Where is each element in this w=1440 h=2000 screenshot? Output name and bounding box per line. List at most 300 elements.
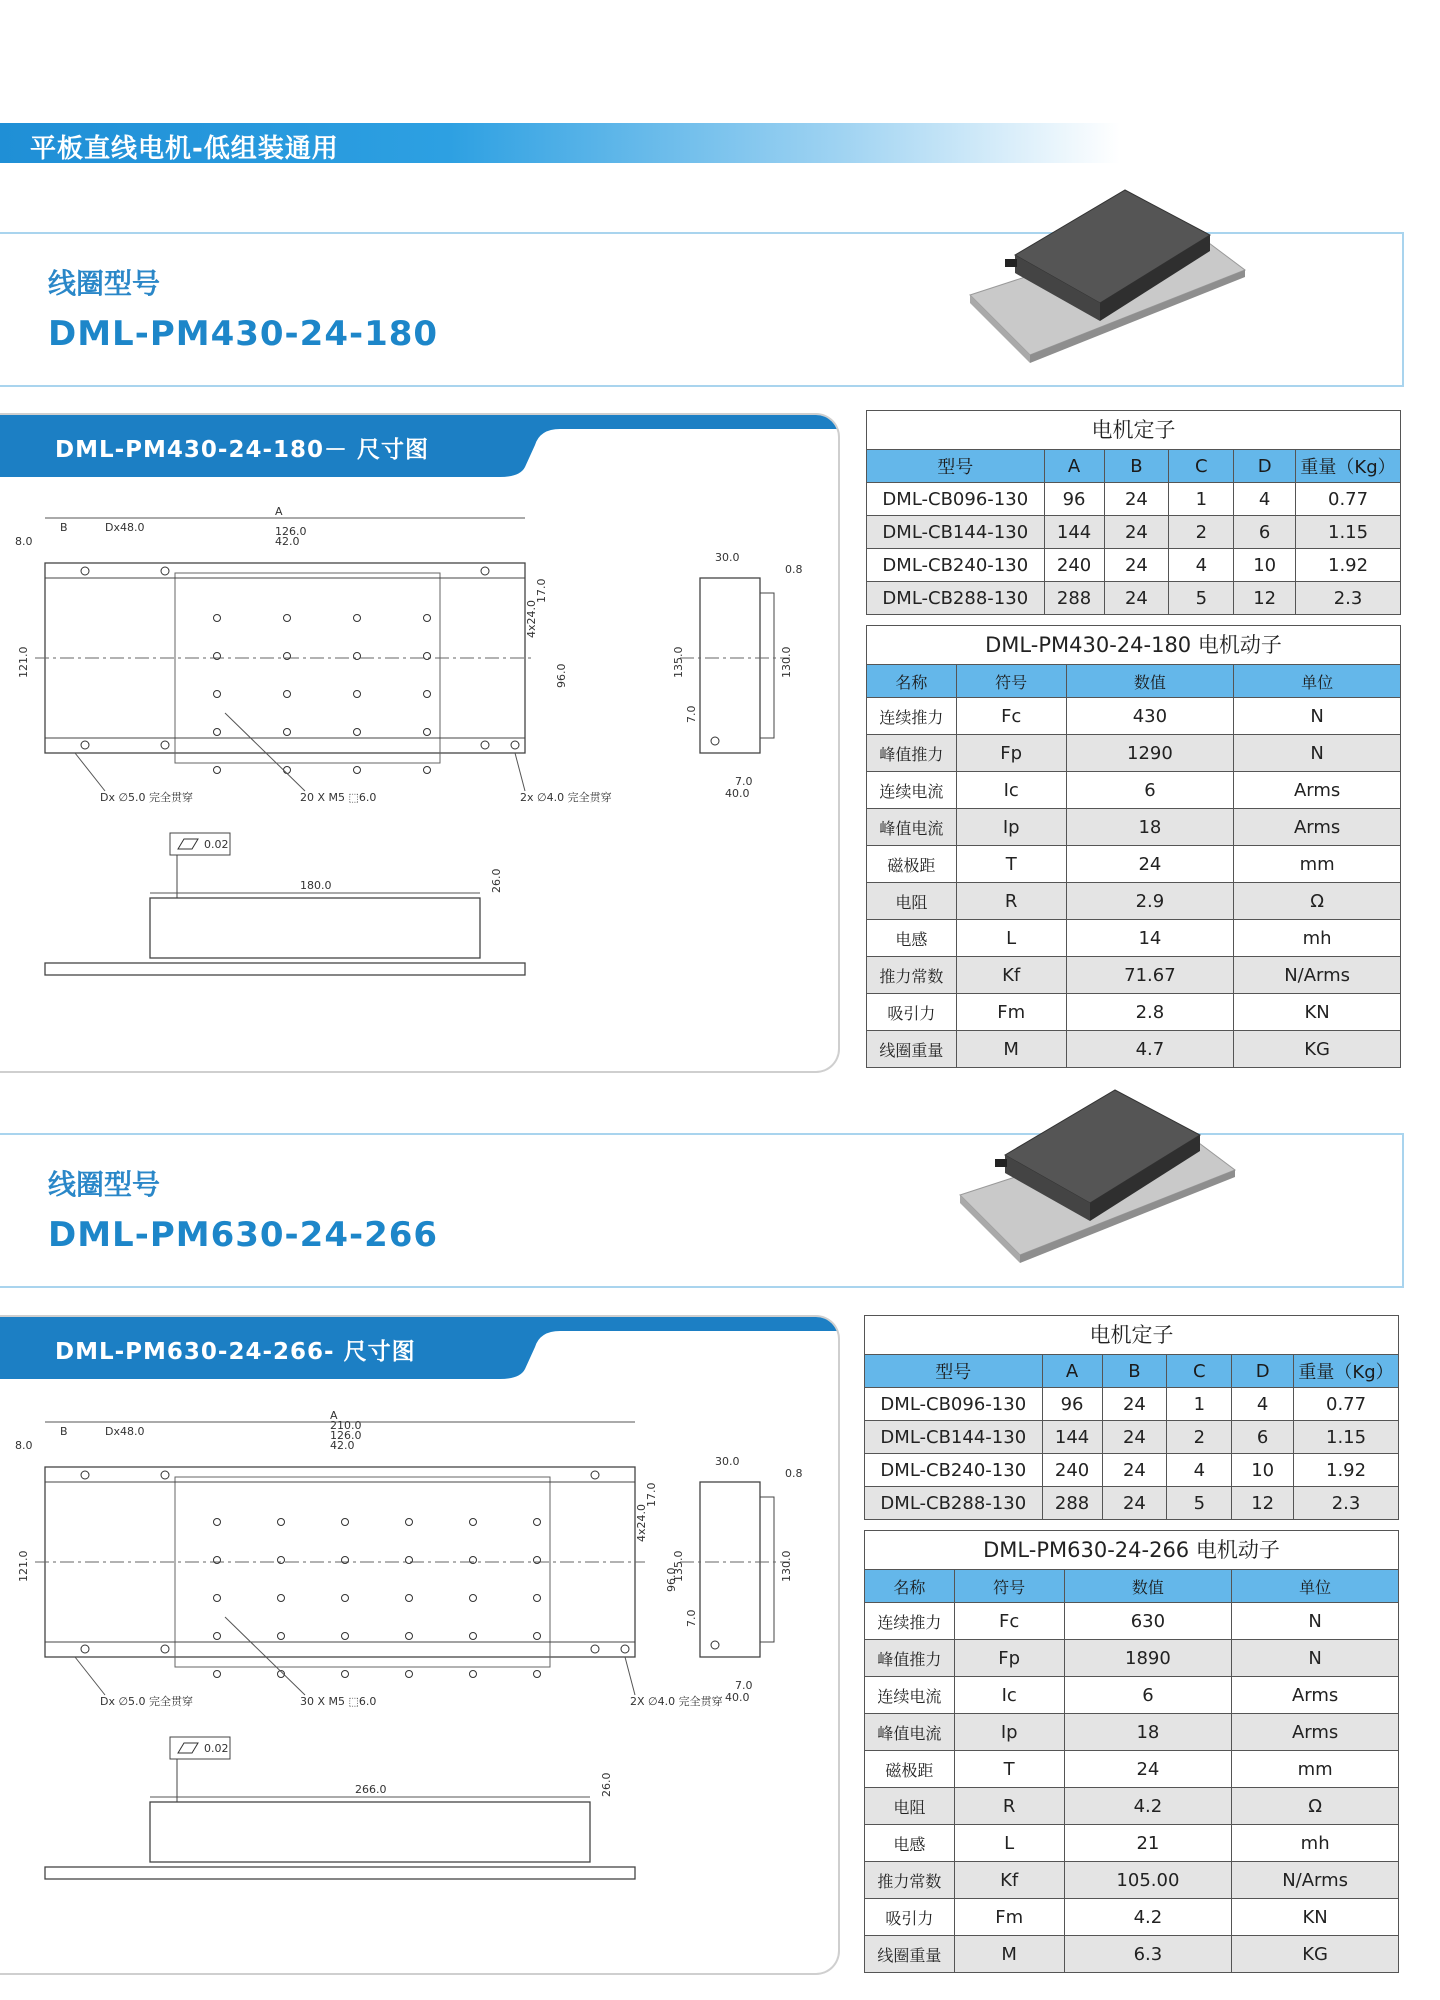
mover-row [867,920,1401,957]
corner-hole [161,741,169,749]
mover-header: 单位 [1234,665,1401,698]
mover-cell: Arms [1234,809,1401,846]
mover-cell: Fc [954,1603,1064,1640]
mover-header: 名称 [865,1570,955,1603]
stator-cell: 2.3 [1296,582,1401,615]
mount-hole [214,1671,221,1678]
mover-cell: 630 [1064,1603,1232,1640]
mover-caption: DML-PM430-24-180 电机动子 [866,625,1401,665]
mover-row [865,1862,1399,1899]
mover-row [865,1603,1399,1640]
mover-cell: Arms [1232,1714,1399,1751]
mount-hole [406,1671,413,1678]
motor-image [960,185,1260,375]
mover-cell: 峰值电流 [865,1714,955,1751]
mover-cell: 18 [1066,809,1234,846]
stator-row [867,582,1401,615]
mount-hole [534,1633,541,1640]
stator-cell: 1 [1167,1388,1232,1421]
leader-1 [75,753,105,791]
mover-cell: N [1232,1640,1399,1677]
dim-121: 121.0 [17,646,30,678]
page-title: 平板直线电机-低组装通用 [30,134,339,164]
mover-cell: Arms [1234,772,1401,809]
side-hole [711,1641,719,1649]
mount-hole [214,1595,221,1602]
elevation-plate [45,963,525,975]
mount-hole [354,653,361,660]
stator-cell: 96 [1042,1388,1102,1421]
mover-cell: mh [1232,1825,1399,1862]
stator-cell: 144 [1042,1421,1102,1454]
stator-cell: 1.92 [1296,549,1401,582]
elevation-coil [150,898,480,958]
mover-cell: Fm [956,994,1066,1031]
mover-row [865,1936,1399,1973]
stator-cell: 1.15 [1296,516,1401,549]
stator-cell: 288 [1042,1487,1102,1520]
dim-130: 130.0 [780,646,793,678]
stator-header: C [1169,450,1234,483]
stator-cell: 6 [1232,1421,1294,1454]
stator-cell: 2 [1167,1421,1232,1454]
mover-cell: 24 [1066,846,1234,883]
mount-hole [214,767,221,774]
mover-row [865,1899,1399,1936]
drawing-title: DML-PM630-24-266- 尺寸图 [55,1339,416,1365]
mover-cell: N [1234,735,1401,772]
mover-row [867,883,1401,920]
dim-8: 8.0 [15,1439,33,1452]
mount-hole [424,615,431,622]
mount-hole [284,767,291,774]
dim-7b: 7.0 [735,775,753,788]
mover-cell: KN [1234,994,1401,1031]
mover-row [867,957,1401,994]
side-view-flange [760,1497,774,1642]
mover-cell: 推力常数 [865,1862,955,1899]
mount-hole [214,615,221,622]
stator-row [865,1487,1399,1520]
stator-cell: 240 [1044,549,1104,582]
stator-cell: 24 [1104,516,1169,549]
mover-cell: 吸引力 [867,994,957,1031]
mover-row [867,772,1401,809]
dim-a: A [275,505,283,518]
stator-cell: DML-CB144-130 [865,1421,1043,1454]
dim-42: 42.0 [275,535,300,548]
mover-cell: 电感 [867,920,957,957]
mover-cell: T [956,846,1066,883]
mover-cell: Fp [954,1640,1064,1677]
stator-cell: 4 [1167,1454,1232,1487]
mount-hole [406,1519,413,1526]
stator-cell: 10 [1232,1454,1294,1487]
mover-header: 符号 [954,1570,1064,1603]
stator-header: 型号 [867,450,1045,483]
stator-header: B [1104,450,1169,483]
stator-table [866,449,1401,615]
mover-cell: 峰值推力 [865,1640,955,1677]
mount-hole [214,1633,221,1640]
stator-cell: DML-CB288-130 [867,582,1045,615]
stator-header: D [1232,1355,1294,1388]
stator-cell: 5 [1169,582,1234,615]
motor-cable [1005,259,1017,267]
stator-header: 型号 [865,1355,1043,1388]
dim-30: 30.0 [715,1455,740,1468]
corner-hole [481,567,489,575]
corner-hole [161,567,169,575]
mover-cell: Arms [1232,1677,1399,1714]
mover-cell: 21 [1064,1825,1232,1862]
mount-hole [284,615,291,622]
stator-cell: DML-CB240-130 [865,1454,1043,1487]
mover-cell: 430 [1066,698,1234,735]
mover-cell: Ic [954,1677,1064,1714]
mover-cell: 4.2 [1064,1788,1232,1825]
mover-caption: DML-PM630-24-266 电机动子 [864,1530,1399,1570]
mover-cell: 连续推力 [867,698,957,735]
dimension-drawing [0,485,830,1045]
stator-row [867,516,1401,549]
mount-hole [354,729,361,736]
mover-cell: 连续推力 [865,1603,955,1640]
stator-table [864,1354,1399,1520]
page-title-banner [0,123,1120,163]
corner-hole [161,1471,169,1479]
mover-cell: KG [1232,1936,1399,1973]
mover-cell: 14 [1066,920,1234,957]
note-holes-1: Dx ∅5.0 完全贯穿 [100,791,194,804]
mover-cell: 吸引力 [865,1899,955,1936]
corner-hole [511,741,519,749]
mover-cell: 6.3 [1064,1936,1232,1973]
dim-26: 26.0 [600,1772,613,1797]
stator-cell: 24 [1102,1487,1167,1520]
drawing-title: DML-PM430-24-180－ 尺寸图 [55,437,430,463]
mover-row [867,809,1401,846]
stator-header: A [1042,1355,1102,1388]
mover-cell: Fc [956,698,1066,735]
mount-hole [342,1595,349,1602]
mover-cell: KN [1232,1899,1399,1936]
stator-cell: 5 [1167,1487,1232,1520]
mover-cell: 4.7 [1066,1031,1234,1068]
dimension-drawing [0,1387,830,1947]
note-holes-2: 20 X M5 ⬚6.0 [300,791,377,804]
mount-hole [424,767,431,774]
stator-header: D [1234,450,1296,483]
stator-row [865,1421,1399,1454]
dim-flatness: 0.02 [204,838,229,851]
stator-cell: 240 [1042,1454,1102,1487]
mover-table [864,1569,1399,1973]
mount-hole [284,691,291,698]
stator-row [865,1454,1399,1487]
mount-hole [406,1595,413,1602]
dim-flatness: 0.02 [204,1742,229,1755]
mover-cell: 推力常数 [867,957,957,994]
mover-cell: 1290 [1066,735,1234,772]
stator-header: 重量（Kg） [1294,1355,1399,1388]
mount-hole [534,1671,541,1678]
dim-7b: 7.0 [735,1679,753,1692]
mover-cell: 电感 [865,1825,955,1862]
mover-cell: Fm [954,1899,1064,1936]
mover-cell: Ω [1234,883,1401,920]
mover-cell: T [954,1751,1064,1788]
mover-row [865,1677,1399,1714]
mount-hole [342,1671,349,1678]
leader-1 [75,1657,105,1695]
stator-cell: 24 [1104,582,1169,615]
motor-render [960,185,1260,375]
coil-label: 线圈型号 [48,1168,161,1201]
mover-cell: 18 [1064,1714,1232,1751]
stator-cell: 2.3 [1294,1487,1399,1520]
dim-42: 42.0 [330,1439,355,1452]
mount-hole [278,1633,285,1640]
motor-image [950,1085,1250,1275]
mount-hole [214,1519,221,1526]
mover-cell: 电阻 [867,883,957,920]
mover-cell: Ic [956,772,1066,809]
mover-cell: 6 [1066,772,1234,809]
mover-header: 数值 [1066,665,1234,698]
motor-cable [995,1159,1007,1167]
dim-b: B [60,1425,68,1438]
drawing-panel [0,1315,840,1975]
mover-cell: 105.00 [1064,1862,1232,1899]
mover-header: 名称 [867,665,957,698]
mover-cell: L [956,920,1066,957]
stator-header: 重量（Kg） [1296,450,1401,483]
mover-cell: 峰值推力 [867,735,957,772]
mover-row [867,846,1401,883]
corner-hole [481,741,489,749]
mount-hole [470,1633,477,1640]
leader-2 [225,713,305,791]
dim-8: 8.0 [15,535,33,548]
mount-hole [214,729,221,736]
dim-08: 0.8 [785,1467,803,1480]
plan-inner [175,1477,550,1667]
mount-hole [534,1519,541,1526]
dim-135: 135.0 [672,1550,685,1582]
mover-cell: mm [1232,1751,1399,1788]
mover-cell: 1890 [1064,1640,1232,1677]
mover-row [867,1031,1401,1068]
elevation-coil [150,1802,590,1862]
mount-hole [278,1519,285,1526]
mover-cell: N [1234,698,1401,735]
coil-model: DML-PM630-24-266 [48,1215,439,1255]
dim-96: 96.0 [555,663,568,688]
mount-hole [470,1519,477,1526]
corner-hole [161,1645,169,1653]
mover-cell: M [956,1031,1066,1068]
mover-row [865,1640,1399,1677]
corner-hole [591,1645,599,1653]
mover-row [867,698,1401,735]
stator-cell: 6 [1234,516,1296,549]
stator-cell: 4 [1234,483,1296,516]
motor-render [950,1085,1250,1275]
mover-cell: Ip [954,1714,1064,1751]
mover-cell: Ip [956,809,1066,846]
mover-header: 单位 [1232,1570,1399,1603]
mover-cell: 2.9 [1066,883,1234,920]
dim-b: B [60,521,68,534]
dim-126: 126.0 [275,525,307,538]
mount-hole [354,615,361,622]
mover-cell: 连续电流 [867,772,957,809]
corner-hole [81,1645,89,1653]
side-view-body [700,578,760,753]
stator-cell: 144 [1044,516,1104,549]
dim-26: 26.0 [490,868,503,893]
dim-dx: Dx48.0 [105,521,145,534]
mover-cell: R [954,1788,1064,1825]
note-holes-3: 2x ∅4.0 完全贯穿 [520,791,612,804]
side-view-body [700,1482,760,1657]
side-view-flange [760,593,774,738]
mover-cell: M [954,1936,1064,1973]
dim-7: 7.0 [685,1609,698,1627]
stator-row [867,483,1401,516]
dim-126: 126.0 [330,1429,362,1442]
mover-cell: 24 [1064,1751,1232,1788]
mover-cell: Ω [1232,1788,1399,1825]
mover-cell: 2.8 [1066,994,1234,1031]
mount-hole [354,691,361,698]
mover-cell: KG [1234,1031,1401,1068]
coil-label: 线圈型号 [48,267,161,300]
dim-24: 4x24.0 [635,1503,648,1542]
stator-caption: 电机定子 [864,1315,1399,1355]
mount-hole [406,1557,413,1564]
stator-row [867,549,1401,582]
dim-30: 30.0 [715,551,740,564]
stator-cell: 1.15 [1294,1421,1399,1454]
mover-row [865,1751,1399,1788]
stator-cell: DML-CB288-130 [865,1487,1043,1520]
mover-row [867,994,1401,1031]
mover-row [865,1714,1399,1751]
mount-hole [424,691,431,698]
corner-hole [591,1471,599,1479]
mover-cell: 线圈重量 [865,1936,955,1973]
mount-hole [342,1633,349,1640]
dim-40: 40.0 [725,787,750,800]
dim-7: 7.0 [685,705,698,723]
stator-cell: DML-CB144-130 [867,516,1045,549]
mover-cell: Fp [956,735,1066,772]
mover-header: 数值 [1064,1570,1232,1603]
stator-cell: 24 [1102,1388,1167,1421]
stator-cell: 12 [1234,582,1296,615]
stator-cell: 1.92 [1294,1454,1399,1487]
mover-cell: 71.67 [1066,957,1234,994]
dim-dx: Dx48.0 [105,1425,145,1438]
mover-cell: mm [1234,846,1401,883]
dim-210: 210.0 [330,1419,362,1432]
leader-3 [625,1657,635,1695]
stator-cell: DML-CB096-130 [867,483,1045,516]
stator-cell: 24 [1104,549,1169,582]
stator-cell: 4 [1169,549,1234,582]
mover-row [867,735,1401,772]
mount-hole [354,767,361,774]
mover-row [865,1788,1399,1825]
stator-cell: 4 [1232,1388,1294,1421]
note-holes-3: 2X ∅4.0 完全贯穿 [630,1695,723,1708]
side-hole [711,737,719,745]
stator-cell: 2 [1169,516,1234,549]
dim-121: 121.0 [17,1550,30,1582]
corner-hole [621,1645,629,1653]
mover-cell: 线圈重量 [867,1031,957,1068]
mover-cell: N/Arms [1232,1862,1399,1899]
stator-cell: DML-CB240-130 [867,549,1045,582]
mount-hole [342,1519,349,1526]
dim-96: 96.0 [665,1567,678,1592]
mover-cell: 峰值电流 [867,809,957,846]
note-holes-2: 30 X M5 ⬚6.0 [300,1695,377,1708]
stator-cell: 10 [1234,549,1296,582]
mover-cell: R [956,883,1066,920]
mover-header: 符号 [956,665,1066,698]
mover-cell: 电阻 [865,1788,955,1825]
stator-cell: 24 [1102,1454,1167,1487]
dim-130: 130.0 [780,1550,793,1582]
drawing-panel [0,413,840,1073]
stator-cell: 96 [1044,483,1104,516]
stator-header: B [1102,1355,1167,1388]
mount-hole [424,653,431,660]
elevation-plate [45,1867,635,1879]
dim-17: 17.0 [535,578,548,603]
stator-cell: 24 [1104,483,1169,516]
dim-08: 0.8 [785,563,803,576]
stator-header: C [1167,1355,1232,1388]
coil-model: DML-PM430-24-180 [48,314,439,354]
stator-cell: 12 [1232,1487,1294,1520]
mover-cell: 磁极距 [865,1751,955,1788]
leader-2 [225,1617,305,1695]
dim-17: 17.0 [645,1482,658,1507]
dim-24: 4x24.0 [525,599,538,638]
mount-hole [284,729,291,736]
mover-cell: N/Arms [1234,957,1401,994]
stator-cell: 288 [1044,582,1104,615]
stator-row [865,1388,1399,1421]
stator-cell: 1 [1169,483,1234,516]
mount-hole [278,1595,285,1602]
mover-cell: Kf [956,957,1066,994]
stator-caption: 电机定子 [866,410,1401,450]
dim-a: A [330,1409,338,1422]
mount-hole [470,1595,477,1602]
leader-3 [515,753,525,791]
mover-cell: 连续电流 [865,1677,955,1714]
mover-cell: 6 [1064,1677,1232,1714]
mover-row [865,1825,1399,1862]
stator-cell: 0.77 [1296,483,1401,516]
mount-hole [406,1633,413,1640]
mount-hole [424,729,431,736]
